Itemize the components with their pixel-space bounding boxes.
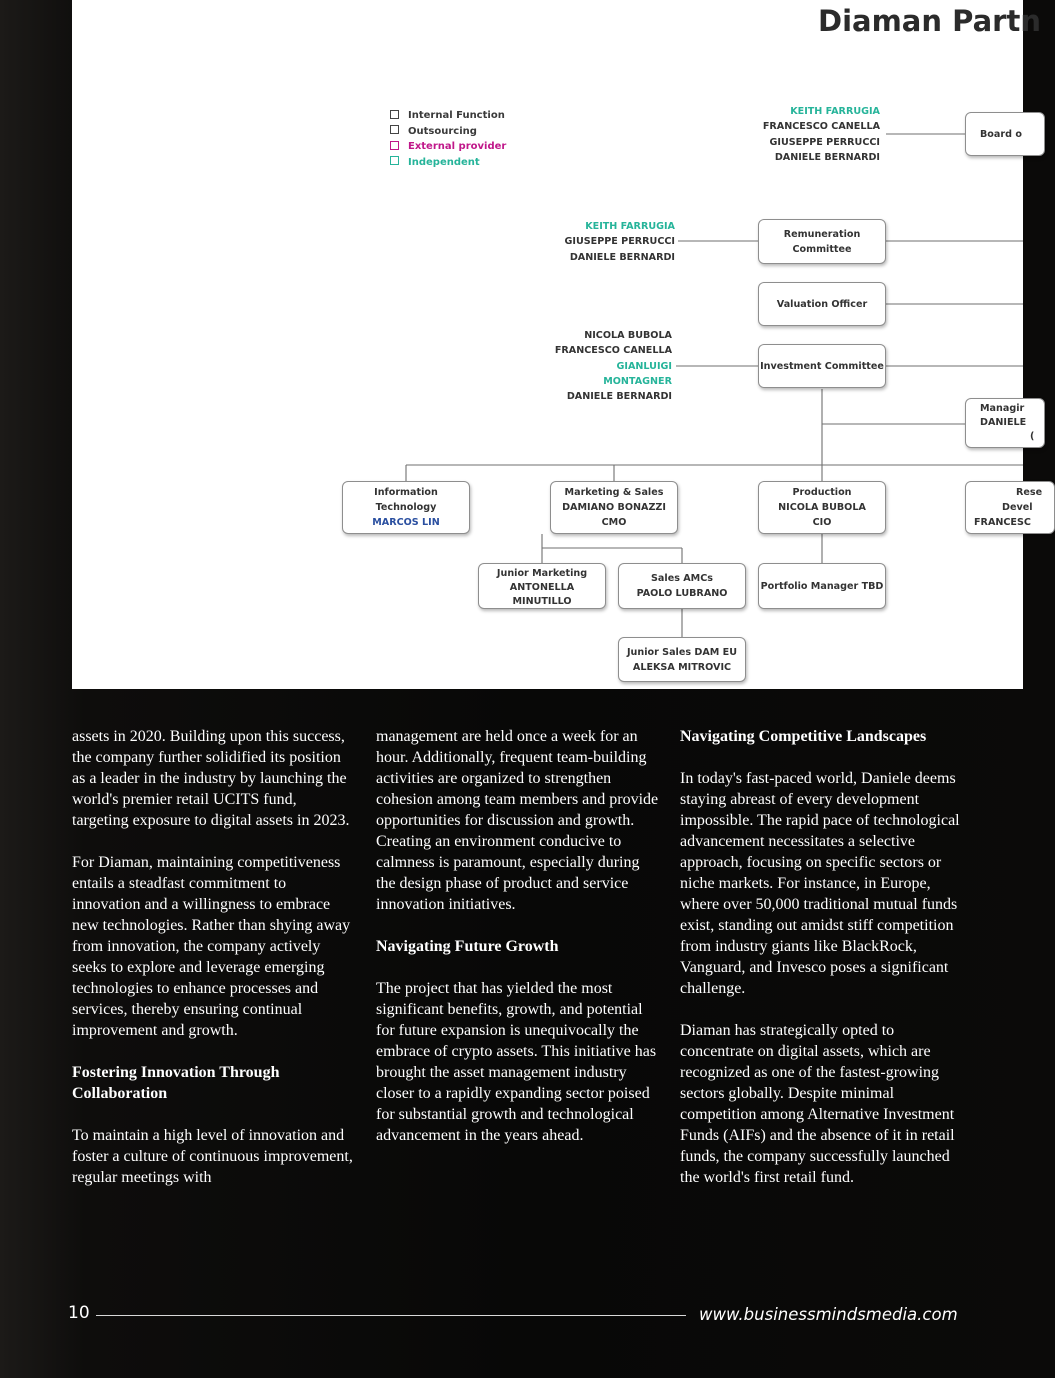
paragraph: Diaman has strategically opted to concentrate on digital assets, which are recognized as one of the fastest-growing sectors globally. Despite minimal competition among Alternative Investment Funds (AIFs) and the absence of it in retail funds, the company successfully launched the world's first retail fund. [680,1022,955,1186]
node-marketing-sales [550,481,678,534]
node-portfolio-manager [758,563,886,609]
member-name: DANIELE BERNARDI [566,391,672,403]
node-valuation-officer [758,282,886,326]
node-label: Production [792,487,852,498]
legend-item-outsourcing [390,124,506,140]
node-investment-committee [758,344,886,388]
footer-divider [96,1315,686,1316]
legend-label: Independent [408,156,480,168]
node-label: DANIELE [980,417,1027,428]
member-name: KEITH FARRUGIA [790,106,880,117]
member-name: KEITH FARRUGIA [585,221,675,232]
node-remuneration-committee [758,219,886,264]
node-label: ( [1030,431,1035,442]
node-label: ALEKSA MITROVIC [632,661,732,673]
node-label: Information [374,487,438,498]
legend-square-icon [390,125,399,134]
node-label: MARCOS LIN [372,517,440,528]
node-label: CMO [601,517,627,528]
legend-square-icon [390,141,399,150]
node-label: PAOLO LUBRANO [636,588,728,599]
legend-label: External provider [408,141,507,152]
node-label: Investment Committee [760,360,884,372]
paragraph: For Diaman, maintaining competitiveness entails a steadfast commitment to innovation and a willingness to embrace new technologies. Rather than shying away from innovation, the company actively seeks to explore and leverage emerging technologies to enhance processes and services, thereby ensuring continual improvement and growth. [72,854,351,1039]
node-label: MINUTILLO [512,596,572,607]
node-label: Board o [980,128,1022,140]
node-label: ANTONELLA [509,582,575,593]
node-label: Marketing & Sales [564,487,664,498]
node-label: Sales AMCs [651,573,713,584]
node-label: Rese [1016,487,1043,498]
node-junior-sales [618,637,746,682]
paragraph: The project that has yielded the most significant benefits, growth, and potential for future expansion is unequivocally the embrace of crypto assets. This initiative has brought the asset management industry closer to a rapidly expanding sector poised for substantial growth and technological advancement in the years ahead. [376,980,657,1144]
paragraph: In today's fast-paced world, Daniele deems staying abreast of every development impossible. The rapid pace of technological advancement necessitates a selective approach, focusing on specific sectors or niche markets. For instance, in Europe, where over 50,000 traditional mutual funds exist, standing out amidst stiff competition from industry giants like BlackRock, Vanguard, and Invesco poses a significant challenge. [680,770,960,997]
footer-website: www.businessmindsmedia.com [699,1305,958,1324]
legend-label: Outsourcing [408,125,477,137]
node-label: CIO [812,517,832,528]
member-name: GIUSEPPE PERRUCCI [769,136,880,148]
member-name: GIUSEPPE PERRUCCI [564,236,675,248]
article-column-1 [72,726,357,1209]
chart-legend [390,108,506,170]
remuneration-members [565,219,675,265]
node-label: Devel [1002,502,1033,513]
section-heading: Navigating Future Growth [376,938,559,955]
legend-item-internal [390,108,506,124]
member-name: NICOLA BUBOLA [584,330,672,341]
node-label: Junior Marketing [496,568,588,579]
board-members [763,104,880,165]
article-column-2 [376,726,660,1167]
section-heading: Fostering Innovation Through Collaboration [72,1064,280,1102]
node-board [965,112,1045,156]
page-number: 10 [68,1303,90,1323]
node-label: FRANCESC [974,517,1031,528]
paragraph: management are held once a week for an hour. Additionally, frequent team-building activities are organized to strengthen cohesion among team members and provide opportunities for discussion and growth. Creating an environment conducive to calmness is paramount, especially during the design phase of product and service innovation initiatives. [376,728,659,913]
node-junior-marketing [478,563,606,609]
node-production [758,481,886,534]
member-name: FRANCESCO CANELLA [762,121,880,133]
section-heading: Navigating Competitive Landscapes [680,728,927,745]
node-label: Portfolio Manager TBD [760,580,884,592]
legend-square-icon [390,110,399,119]
paragraph: To maintain a high level of innovation and foster a culture of continuous improvement, regular meetings with [72,1127,353,1186]
investment-committee-members [555,328,672,404]
member-name: FRANCESCO CANELLA [554,345,672,357]
node-managing [965,398,1045,448]
member-name: DANIELE BERNARDI [774,151,880,163]
member-name: DANIELE BERNARDI [569,251,675,263]
node-sales-amcs [618,563,746,609]
legend-item-independent [390,155,506,171]
node-information-technology [342,481,470,534]
node-label: Remuneration [783,228,861,240]
node-label: Managir [980,403,1025,414]
node-label: NICOLA BUBOLA [778,502,866,513]
legend-square-icon [390,156,399,165]
node-label: Junior Sales DAM EU [626,646,738,658]
org-chart-panel [72,0,1043,689]
paragraph: assets in 2020. Building upon this success, the company further solidified its position as a leader in the industry by launching the world's premier retail UCITS fund, targeting exposure to digital assets in 2023. [72,728,350,829]
node-label: Valuation Officer [776,298,868,310]
node-research-development [965,481,1055,534]
article-column-3 [680,726,970,1209]
chart-title: Diaman Partn [818,4,1041,38]
member-name: MONTAGNER [603,375,672,387]
node-label: DAMIANO BONAZZI [562,502,666,513]
legend-label: Internal Function [408,110,505,121]
legend-item-external [390,139,506,155]
node-label: Committee [792,243,852,255]
member-name: GIANLUIGI [616,360,672,372]
node-label: Technology [375,502,437,513]
